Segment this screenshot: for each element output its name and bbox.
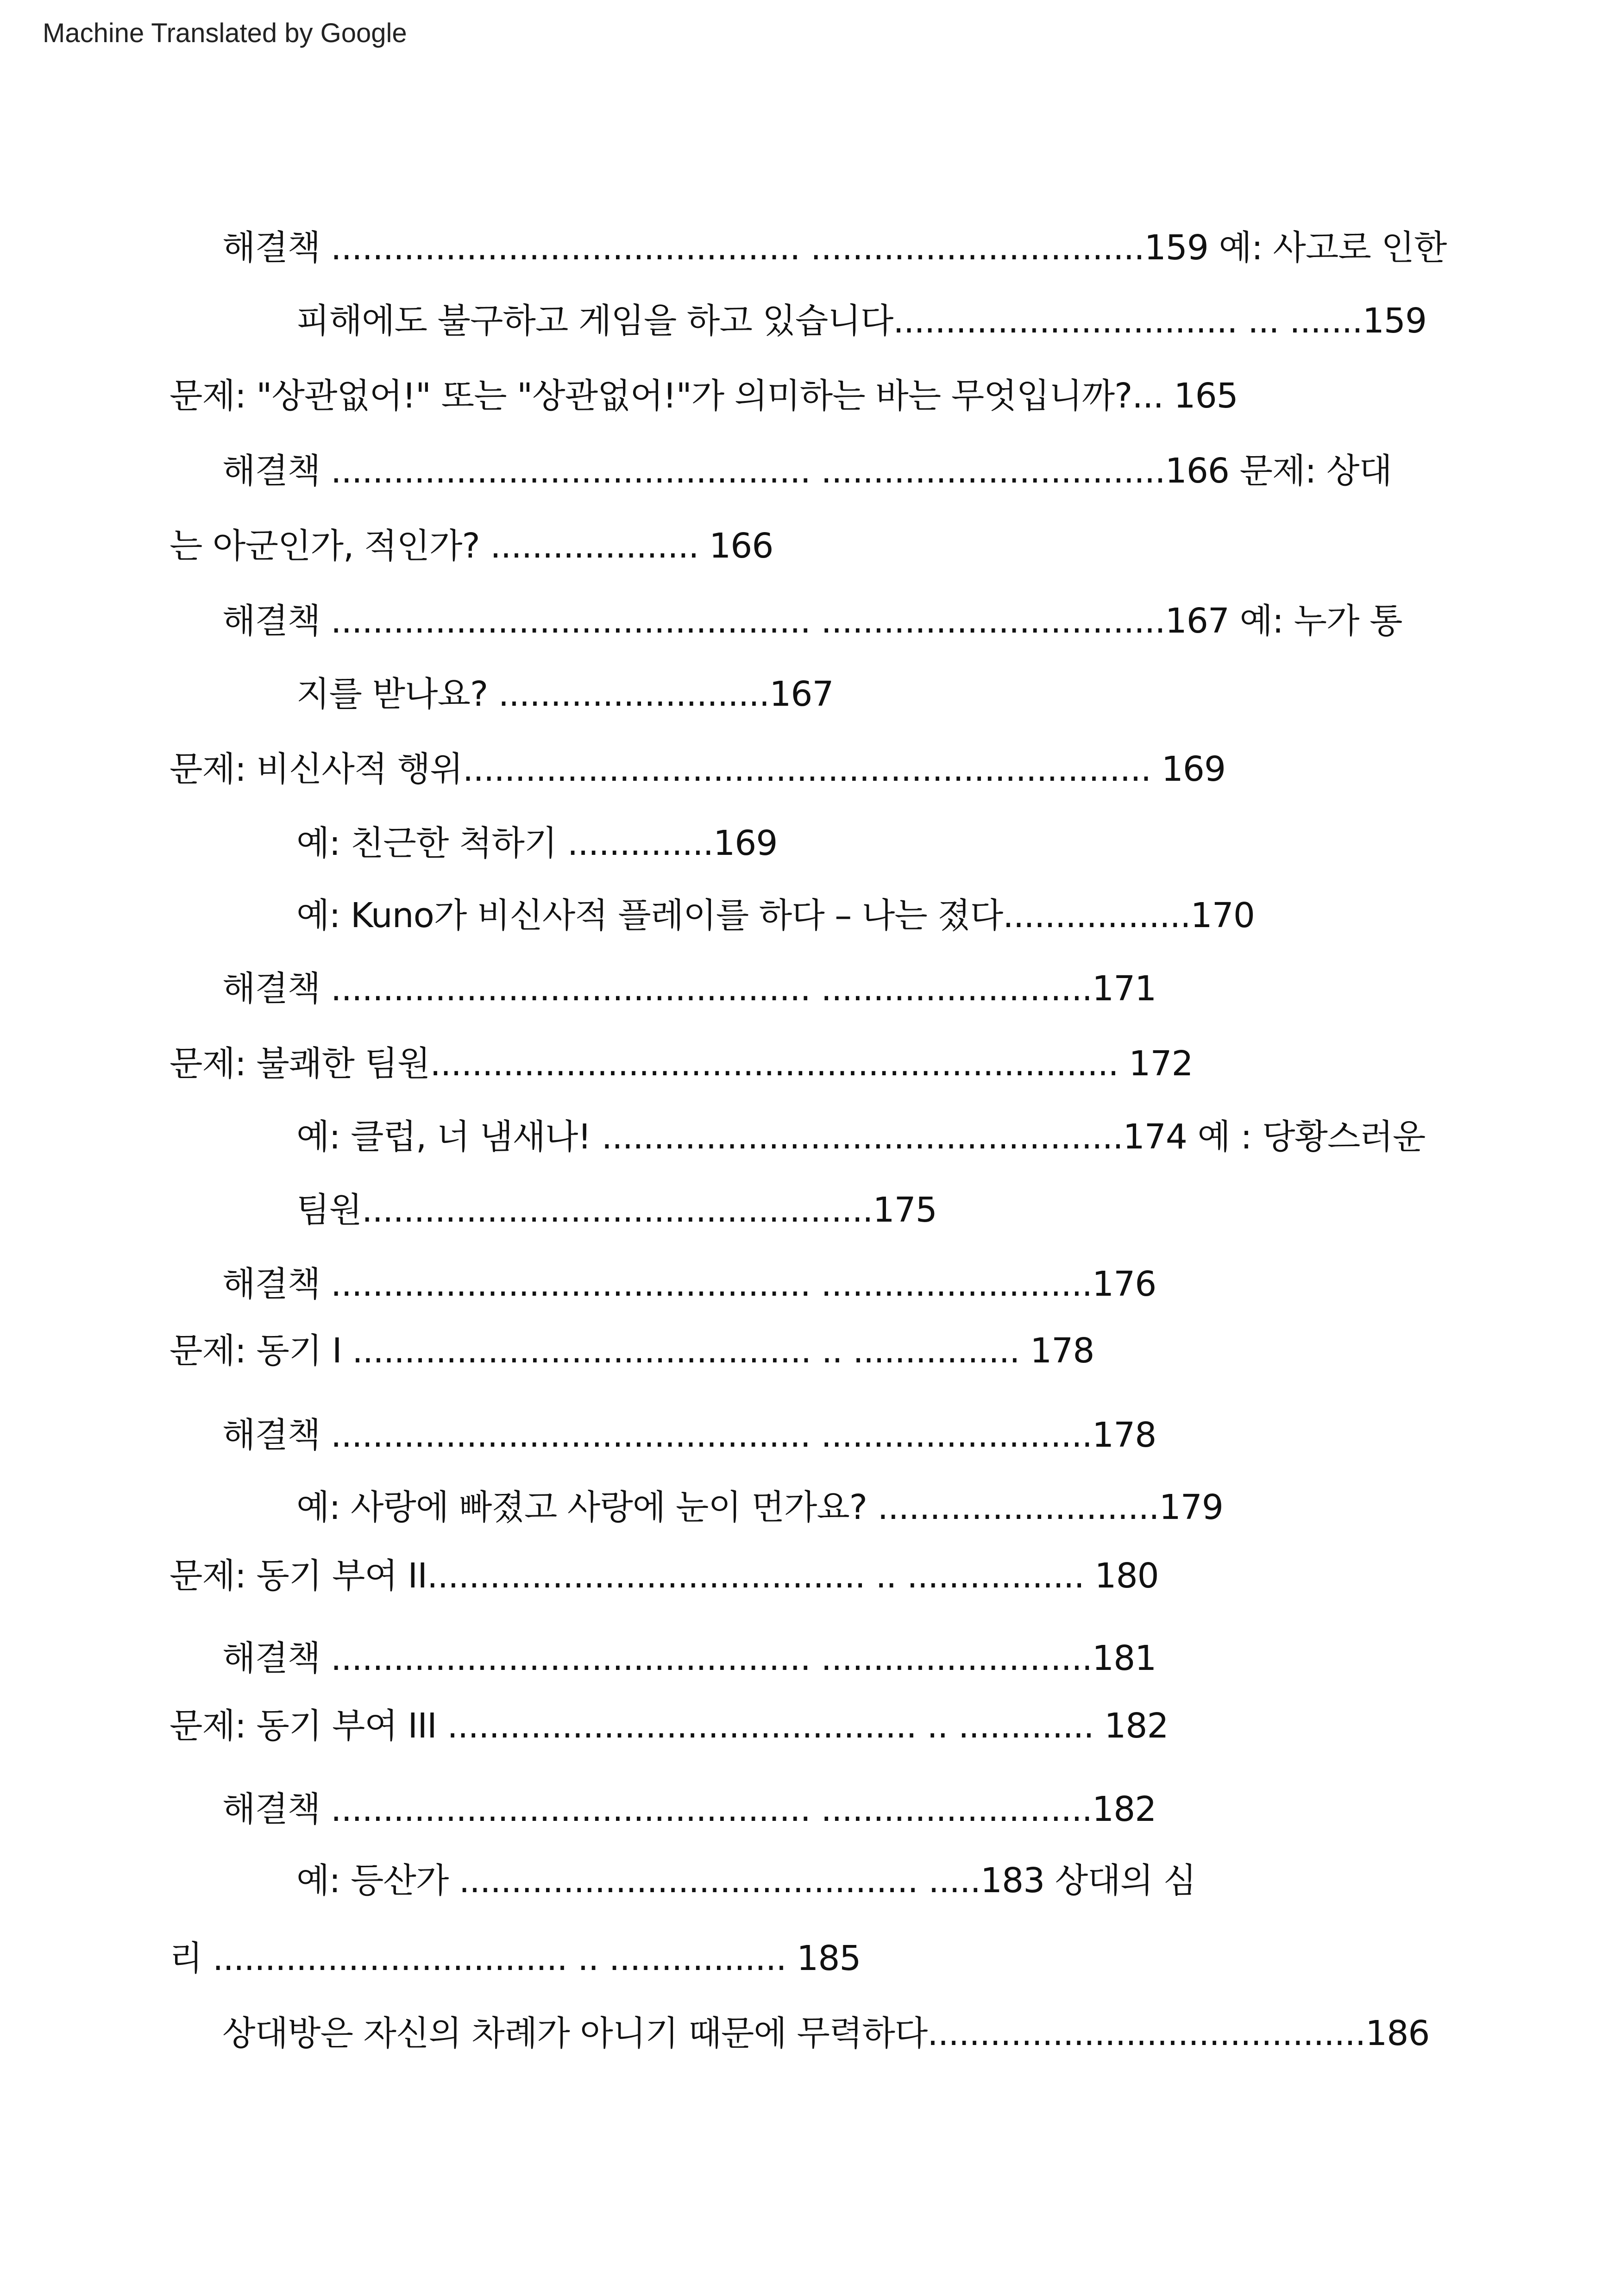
toc-entry: 문제: 동기 부여 II.......................................... .. ................. 180 [170, 1556, 1159, 1596]
toc-entry: 는 아군인가, 적인가? .................... 166 [170, 526, 773, 566]
toc-entry: 해결책 .............................................. .................................166 문제: 상대 [222, 451, 1392, 491]
toc-entry: 문제: 동기 부여 III ............................................. .. ............. 182 [170, 1706, 1169, 1746]
toc-entry: 리 .................................. .. ................. 185 [170, 1938, 861, 1978]
toc-entry: 예: Kuno가 비신사적 플레이를 하다 – 나는 졌다..................170 [296, 896, 1255, 935]
toc-entry: 문제: 동기 I ............................................ .. ................ 178 [170, 1331, 1094, 1371]
toc-entry: 해결책 .............................................. ..........................176 [222, 1264, 1156, 1304]
toc-entry: 피해에도 불구하고 게임을 하고 있습니다................................. ... .......159 [296, 301, 1427, 341]
toc-entry: 예: 친근한 척하기 ..............169 [296, 823, 778, 863]
toc-entry: 해결책 .............................................. ..........................181 [222, 1638, 1156, 1678]
toc-entry: 팀원.................................................175 [296, 1190, 937, 1230]
toc-entry: 상대방은 자신의 차례가 아니기 때문에 무력하다..........................................186 [222, 2014, 1430, 2053]
toc-entry: 해결책 .............................................. ..........................171 [222, 969, 1156, 1009]
toc-entry: 예: 등산가 ............................................ .....183 상대의 심 [296, 1861, 1196, 1901]
toc-entry: 문제: "상관없어!" 또는 "상관없어!"가 의미하는 바는 무엇입니까?... 165 [170, 376, 1238, 416]
toc-entry: 문제: 불쾌한 팀원.................................................................. 172 [170, 1044, 1193, 1084]
toc-entry: 해결책 .............................................. .................................167 예: 누가 통 [222, 601, 1402, 641]
toc-entry: 해결책 ............................................. ................................159 예: 사고로 인한 [222, 228, 1447, 268]
toc-entry: 해결책 .............................................. ..........................182 [222, 1789, 1156, 1829]
toc-entry: 지를 받나요? ..........................167 [296, 674, 834, 714]
toc-entry: 예: 사랑에 빠졌고 사랑에 눈이 먼가요? ...........................179 [296, 1487, 1223, 1527]
toc-entry: 예: 클럽, 너 냄새나! ..................................................174 예 : 당황스러운 [296, 1117, 1426, 1157]
toc-entry: 해결책 .............................................. ..........................178 [222, 1415, 1156, 1455]
toc-entry: 문제: 비신사적 행위.................................................................. 169 [170, 749, 1226, 789]
machine-translation-notice: Machine Translated by Google [43, 18, 407, 48]
